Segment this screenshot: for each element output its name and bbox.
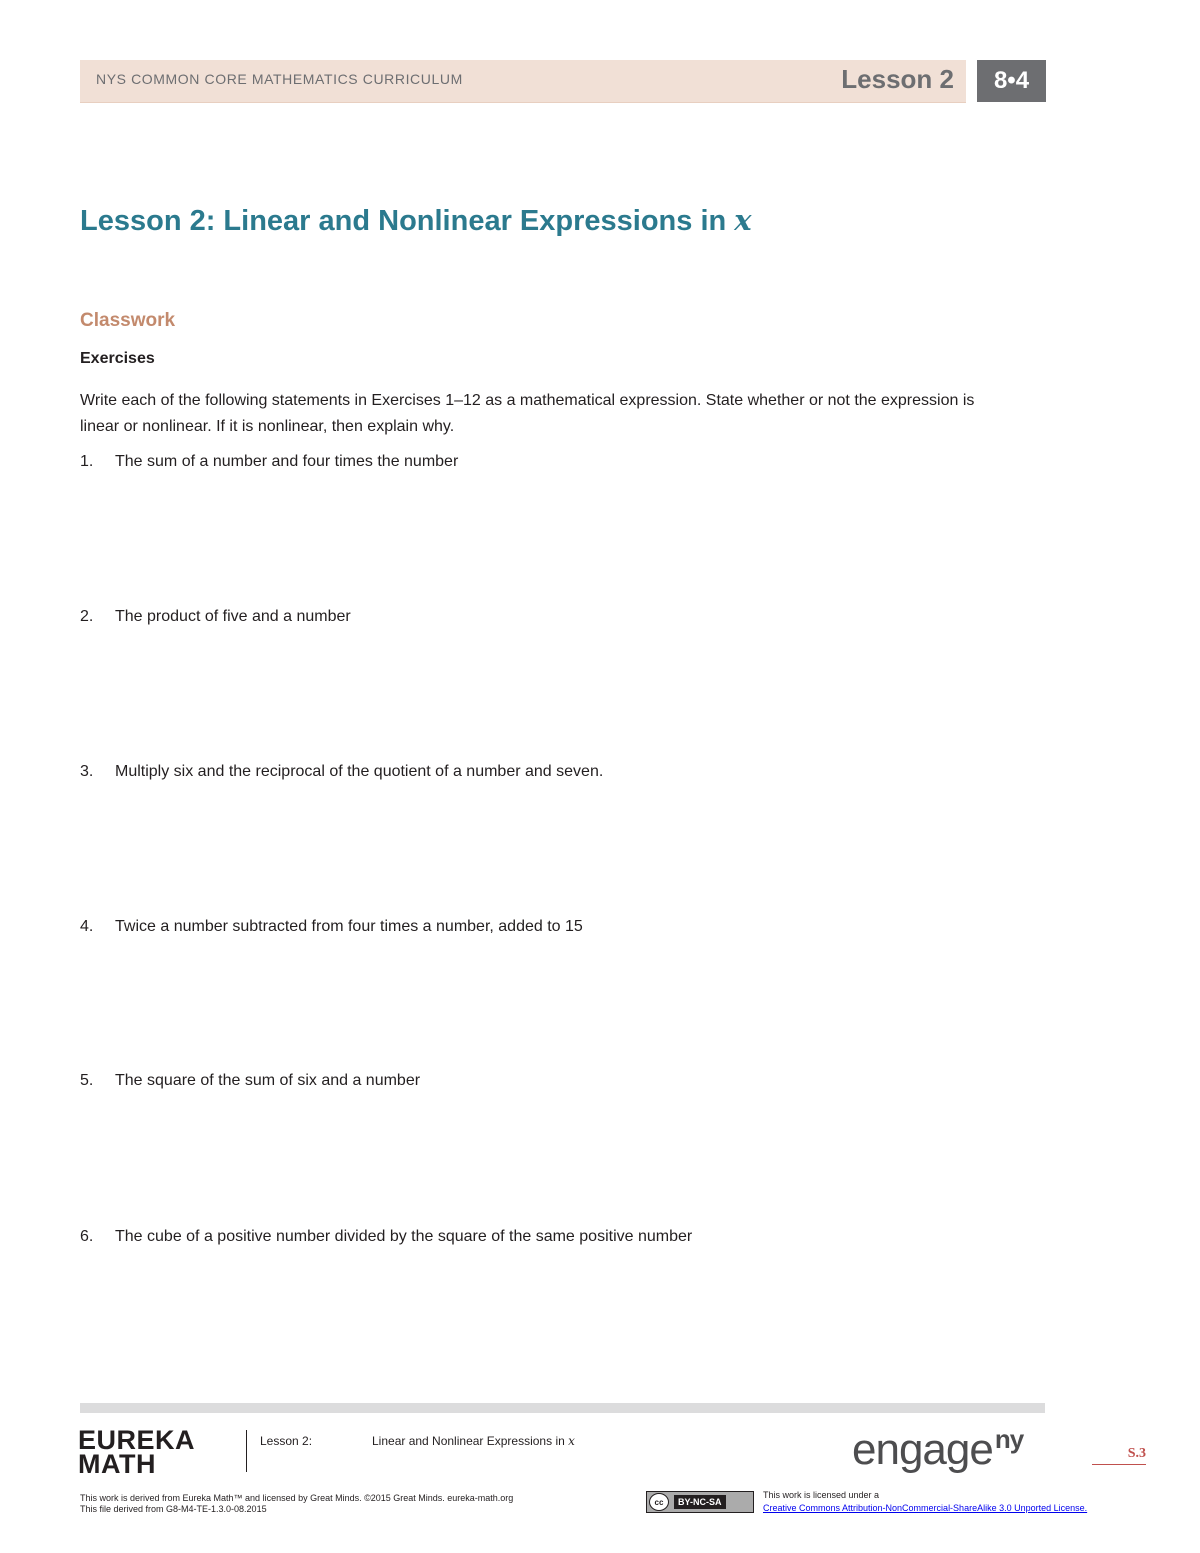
page-number: S.3 [1092,1446,1146,1465]
exercise-number: 5. [80,1072,94,1089]
license-link[interactable]: Creative Commons Attribution-NonCommercial-ShareAlike 3.0 Unported License. [763,1503,1088,1513]
exercise-item [80,608,351,626]
page-title [80,203,752,238]
license-intro: This work is licensed under a [763,1490,880,1500]
footer-rule [80,1403,1045,1413]
footer-lesson-title [372,1434,575,1448]
exercise-number: 2. [80,608,94,625]
page-title-variable: x [734,203,752,237]
exercise-item [80,453,458,471]
derived-line: This file derived from G8-M4-TE-1.3.0-08.2015 [80,1504,267,1514]
exercise-number: 6. [80,1228,94,1245]
derived-line: This work is derived from Eureka Math™ and licensed by Great Minds. ©2015 Great Minds. eureka-math.org [80,1493,514,1503]
instructions: Write each of the following statements in Exercises 1–12 as a mathematical expression. State whether or not the expression is linear or nonlinear. If it is nonlinear, then explain why. [80,392,975,435]
eureka-logo-line1: EUREKA [78,1425,196,1455]
exercise-text: The cube of a positive number divided by the square of the same positive number [115,1228,693,1245]
cc-icon: cc [649,1493,669,1511]
exercise-text: The product of five and a number [115,608,351,625]
exercise-text: Multiply six and the reciprocal of the quotient of a number and seven. [115,763,604,780]
exercise-text: Twice a number subtracted from four times a number, added to 15 [115,918,583,935]
footer-divider [246,1430,247,1472]
exercise-number: 3. [80,763,94,780]
footer-lesson-title-text: Linear and Nonlinear Expressions in [372,1434,569,1448]
creative-commons-badge[interactable] [646,1491,754,1513]
exercise-item [80,1228,692,1246]
footer-lesson: Lesson 2: [260,1434,313,1448]
exercise-number: 1. [80,453,94,470]
module-badge: 8•4 [977,60,1046,102]
exercise-item [80,763,603,781]
exercise-number: 4. [80,918,94,935]
lesson-label: Lesson 2 [841,64,954,94]
page-title-text: Lesson 2: Linear and Nonlinear Expressions in [80,205,735,237]
eureka-logo-line2: MATH [78,1449,156,1479]
section-heading: Classwork [80,310,176,331]
eureka-math-logo [78,1425,196,1479]
exercise-text: The sum of a number and four times the number [115,453,459,470]
license-notice [763,1489,1087,1515]
cc-license-code: BY-NC-SA [674,1495,726,1509]
exercise-text: The square of the sum of six and a number [115,1072,421,1089]
derived-notice [80,1493,513,1515]
curriculum-label: NYS COMMON CORE MATHEMATICS CURRICULUM [96,71,463,87]
footer-lesson-variable: x [568,1434,575,1448]
exercise-item [80,918,583,936]
engageny-logo [852,1424,1023,1475]
exercise-item [80,1072,420,1090]
engage-logo-sup: ny [994,1424,1024,1454]
engage-logo-text: engage [852,1425,993,1474]
exercises-heading: Exercises [80,350,155,367]
